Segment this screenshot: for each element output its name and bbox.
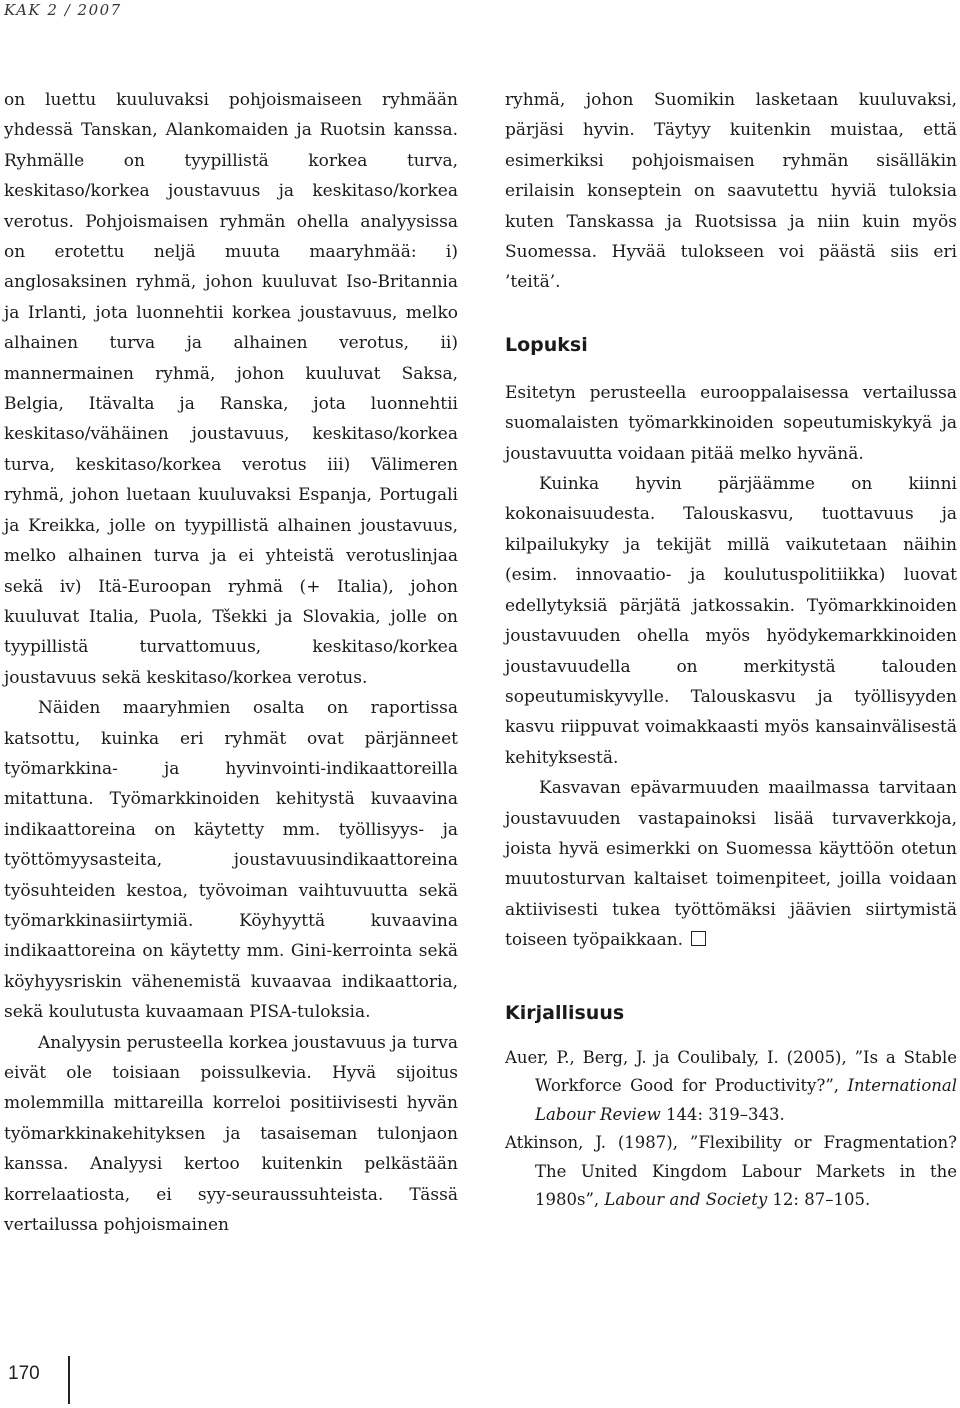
reference-journal: Labour and Society: [604, 1190, 768, 1210]
section-heading-kirjallisuus: Kirjallisuus: [505, 1001, 625, 1024]
reference-entry: [505, 1044, 957, 1130]
section-heading-lopuksi: Lopuksi: [505, 333, 588, 356]
body-paragraph: Kuinka hyvin pärjäämme on kiinni kokonaisuudesta. Talouskasvu, tuottavuus ja kilpailukyky ja tekijät millä vaikutetaan näihin (esim. innovaatio- ja koulutuspolitiikka) luovat edellytyksiä pärjätä jatkossakin. Työmarkkinoiden joustavuuden ohella myös hyödykemarkkinoiden joustavuudella on merkitystä talouden sopeutumiskyvylle. Talouskasvu ja työllisyyden kasvu riippuvat voimakkaasti myös kansainvälisestä kehityksestä.: [505, 474, 957, 768]
reference-pages: 144: 319–343.: [660, 1104, 785, 1124]
right-column: [505, 85, 957, 1215]
footer-divider: [68, 1356, 70, 1404]
body-paragraph: Analyysin perusteella korkea joustavuus ja turva eivät ole toisiaan poissulkevia. Hyvä sijoitus molemmilla mittareilla korreloi positiivisesti hyvän työmarkkinakehityksen ja tasaiseman tulonjaon kanssa. Analyysi kertoo kuitenkin pelkästään korrelaatiosta, ei syy-seuraussuhteista. Tässä vertailussa pohjoismainen: [4, 1032, 458, 1236]
body-paragraph: Näiden maaryhmien osalta on raportissa katsottu, kuinka eri ryhmät ovat pärjänneet työmarkkina- ja hyvinvointi-indikaattoreilla mitattuna. Työmarkkinoiden kehitystä kuvaavina indikaattoreina on käytetty mm. työllisyys- ja työttömyysasteita, joustavuusindikaattoreina työsuhteiden kestoa, työvoiman vaihtuvuutta sekä työmarkkinasiirtymiä. Köyhyyttä kuvaavina indikaattoreina on käytetty mm. Gini-kerrointa sekä köyhyysriskin vähenemistä kuvaavaa indikaattoria, sekä koulutusta kuvaamaan PISA-tuloksia.: [4, 698, 458, 1023]
body-paragraph: Esitetyn perusteella eurooppalaisessa vertailussa suomalaisten työmarkkinoiden sopeutumiskykyä ja joustavuutta voidaan pitää melko hyvänä.: [505, 382, 957, 464]
running-header: KAK 2 / 2007: [4, 1, 122, 19]
reference-journal: International Labour Review: [535, 1076, 957, 1124]
left-column: [4, 85, 458, 1240]
body-paragraph: ryhmä, johon Suomikin lasketaan kuuluvaksi, pärjäsi hyvin. Täytyy kuitenkin muistaa, että esimerkiksi pohjoismaisen ryhmän sisälläkin erilaisin konseptein on saavutettu hyviä tuloksia kuten Tanskassa ja Ruotsissa ja niin kuin myös Suomessa. Hyvää tulokseen voi päästä siis eri ’teitä’.: [505, 90, 957, 293]
end-of-article-box-icon: [691, 931, 706, 946]
page-number: 170: [8, 1363, 40, 1384]
body-paragraph-final: [505, 773, 957, 955]
body-paragraph: on luettu kuuluvaksi pohjoismaiseen ryhmään yhdessä Tanskan, Alankomaiden ja Ruotsin kanssa. Ryhmälle on tyypillistä korkea turva, keskitaso/korkea joustavuus ja keskitaso/korkea verotus. Pohjoismaisen ryhmän ohella analyysissa on erotettu neljä muuta maaryhmää: i) anglosaksinen ryhmä, johon kuuluvat Iso-Britannia ja Irlanti, jota luonnehtii korkea joustavuus, melko alhainen turva ja alhainen verotus, ii) mannermainen ryhmä, johon kuuluvat Saksa, Belgia, Itävalta ja Ranska, jota luonnehtii keskitaso/vähäinen joustavuus, keskitaso/korkea turva, keskitaso/korkea verotus iii) Välimeren ryhmä, johon luetaan kuuluvaksi Espanja, Portugali ja Kreikka, jolle on tyypillistä alhainen joustavuus, melko alhainen turva ja ei yhteistä verotuslinjaa sekä iv) Itä-Euroopan ryhmä (+ Italia), johon kuuluvat Italia, Puola, Tšekki ja Slovakia, jolle on tyypillistä turvattomuus, keskitaso/korkea joustavuus sekä keskitaso/korkea verotus.: [4, 90, 458, 688]
reference-entry: [505, 1129, 957, 1215]
reference-text: Atkinson, J. (1987), ”Flexibility or Fragmentation? The United Kingdom Labour Markets in the 1980s”,: [505, 1133, 957, 1210]
reference-pages: 12: 87–105.: [767, 1190, 871, 1210]
final-paragraph-text: Kasvavan epävarmuuden maailmassa tarvitaan joustavuuden vastapainoksi lisää turvaverkkoja, joista hyvä esimerkki on Suomessa käyttöön otetun muutosturvan kaltaiset toimenpiteet, joilla voidaan aktiivisesti tukea työttömäksi jäävien siirtymistä toiseen työpaikkaan.: [505, 778, 957, 951]
reference-text: Auer, P., Berg, J. ja Coulibaly, I. (2005), ”Is a Stable Workforce Good for Productivity?”,: [505, 1047, 957, 1096]
